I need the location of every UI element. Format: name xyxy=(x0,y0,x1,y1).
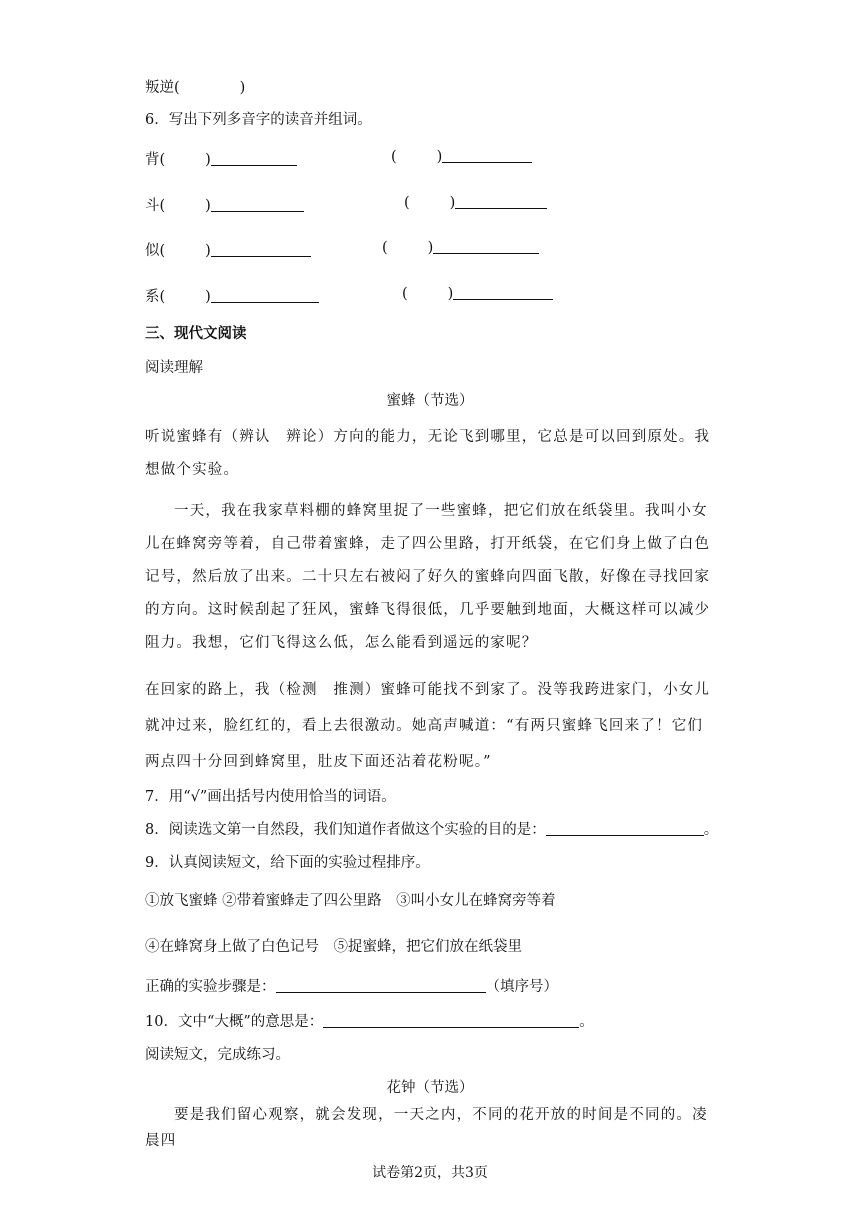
word-blank[interactable] xyxy=(433,239,539,254)
polyphone-row-3: 似( ) xyxy=(145,239,311,260)
polyphone-row-2: 斗( ) xyxy=(145,194,304,215)
question-9-options-1: ①放飞蜜蜂 ②带着蜜蜂走了四公里路 ③叫小女儿在蜂窝旁等着 xyxy=(145,893,556,909)
passage-2-intro: 阅读短文，完成练习。 xyxy=(145,1047,290,1063)
word-blank[interactable] xyxy=(442,148,532,163)
polyphone-row-1: 背( ) xyxy=(145,148,297,169)
word-blank[interactable] xyxy=(211,288,319,303)
word-blank[interactable] xyxy=(455,194,547,209)
word-blank[interactable] xyxy=(211,197,304,212)
answer-blank[interactable] xyxy=(546,821,704,836)
passage-2-title: 花钟（节选） xyxy=(386,1080,474,1096)
word-blank[interactable] xyxy=(453,285,553,300)
page-footer: 试卷第2页，共3页 xyxy=(372,1165,488,1181)
poly-char: 斗 xyxy=(145,198,160,214)
polyphone-carryover-item: 叛逆( ) xyxy=(145,80,246,96)
word-blank[interactable] xyxy=(211,242,311,257)
section-3-heading: 三、现代文阅读 xyxy=(145,325,247,342)
question-10: 10．文中“大概”的意思是： 。 xyxy=(145,1014,594,1030)
question-7: 7．用“√”画出括号内使用恰当的词语。 xyxy=(145,789,396,805)
question-8: 8．阅读选文第一自然段，我们知道作者做这个实验的目的是： 。 xyxy=(145,822,719,838)
poly-char: 似 xyxy=(145,243,160,259)
passage-1-paragraph-1: 听说蜜蜂有（辨认 辨论）方向的能力，无论飞到哪里，它总是可以回到原处。我想做个实验。 xyxy=(145,429,711,478)
polyphone-row-4: 系( ) xyxy=(145,285,319,306)
question-6-title: 6．写出下列多音字的读音并组词。 xyxy=(145,112,372,128)
question-9: 9．认真阅读短文，给下面的实验过程排序。 xyxy=(145,855,430,871)
polyphone-row-2-alt: ( ) xyxy=(404,194,547,211)
poly-char: 背 xyxy=(145,152,160,168)
passage-2-paragraph-1: 要是我们留心观察，就会发现，一天之内，不同的花开放的时间是不同的。凌晨四 xyxy=(145,1107,708,1149)
word-blank[interactable] xyxy=(211,151,297,166)
passage-1-paragraph-2: 一天，我在我家草料棚的蜂窝里捉了一些蜜蜂，把它们放在纸袋里。我叫小女儿在蜂窝旁等着，自己带着蜜蜂，走了四公里路，打开纸袋，在它们身上做了白色记号，然后放了出来。二十只左右被闷了好久的蜜蜂向四面飞散，好像在寻找回家的方向。这时候刮起了狂风，蜜蜂飞得很低，几乎要触到地面，大概这样可以减少阻力。我想，它们飞得这么低，怎么能看到遥远的家呢？ xyxy=(145,503,711,651)
polyphone-row-1-alt: ( ) xyxy=(391,148,532,165)
answer-blank[interactable] xyxy=(323,1013,579,1028)
polyphone-row-4-alt: ( ) xyxy=(402,285,553,302)
question-9-options-2: ④在蜂窝身上做了白色记号 ⑤捉蜜蜂，把它们放在纸袋里 xyxy=(145,939,522,955)
item-word: 叛逆 xyxy=(145,80,174,96)
question-9-answer: 正确的实验步骤是： （填序号） xyxy=(145,979,558,995)
poly-char: 系 xyxy=(145,289,160,305)
passage-1-title: 蜜蜂（节选） xyxy=(386,393,474,409)
passage-1-paragraph-3: 在回家的路上，我（检测 推测）蜜蜂可能找不到家了。没等我跨进家门，小女儿就冲过来，脸红红的，看上去很激动。她高声喊道：“有两只蜜蜂飞回来了！它们两点四十分回到蜂窝里，肚皮下面还沾着花粉呢。” xyxy=(145,682,711,770)
section-3-subtitle: 阅读理解 xyxy=(145,360,203,376)
polyphone-row-3-alt: ( ) xyxy=(382,239,539,256)
answer-blank[interactable] xyxy=(276,978,486,993)
